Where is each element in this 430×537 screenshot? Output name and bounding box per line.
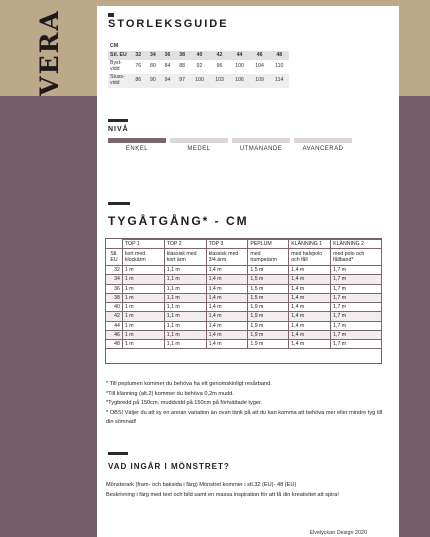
fabric-column-header: KLÄNNING 1 xyxy=(289,240,331,249)
fabric-size-cell: 40 xyxy=(106,303,123,312)
fabric-table xyxy=(105,239,382,349)
fabric-notes xyxy=(106,380,391,428)
size-header-cell: Stl. EU xyxy=(108,51,131,60)
fabric-cell: 1,4 m xyxy=(289,293,331,302)
fabric-cell: 1,5 m xyxy=(248,293,289,302)
fabric-cell: 1,1 m xyxy=(164,340,206,349)
fabric-cell: 1,1 m xyxy=(164,284,206,293)
size-cell: 100 xyxy=(230,60,250,74)
brand-logo xyxy=(33,8,65,96)
size-unit: CM xyxy=(110,43,119,50)
fabric-cell: 1,4 m xyxy=(289,275,331,284)
fabric-cell: 1,4 m xyxy=(206,266,248,275)
fabric-cell: 1,4 m xyxy=(206,275,248,284)
fabric-cell: 1,9 m xyxy=(248,340,289,349)
included-title: VAD INGÅR I MÖNSTRET? xyxy=(108,462,230,471)
fabric-cell: 1,4 m xyxy=(289,330,331,339)
table-row xyxy=(106,284,382,293)
fabric-cell: 1,4 m xyxy=(289,321,331,330)
table-row xyxy=(106,321,382,330)
size-row-label: Byst-vidd xyxy=(108,60,131,74)
fabric-cell: 1,7 m xyxy=(331,340,382,349)
fabric-cell: 1,1 m xyxy=(164,330,206,339)
size-guide-table xyxy=(108,43,289,88)
note-line: * Till peplumen kommer du behöva ha ett genomskinligt resårband. xyxy=(106,381,272,387)
level-label-enkel: ENKEL xyxy=(125,146,149,152)
size-header-cell: 36 xyxy=(160,51,175,60)
fabric-cell: 1,1 m xyxy=(164,275,206,284)
size-header-cell: 40 xyxy=(190,51,210,60)
fabric-description: klassisk med 3/4 ärm xyxy=(206,249,248,266)
fabric-size-cell: 46 xyxy=(106,330,123,339)
fabric-size-cell: 36 xyxy=(106,284,123,293)
size-header-cell: 42 xyxy=(210,51,230,60)
size-header-row xyxy=(108,51,289,60)
size-header-cell: 48 xyxy=(270,51,289,60)
fabric-cell: 1 m xyxy=(122,340,164,349)
table-row xyxy=(106,312,382,321)
table-row xyxy=(106,266,382,275)
fabric-cell: 1,4 m xyxy=(289,266,331,275)
fabric-cell: 1,4 m xyxy=(206,303,248,312)
fabric-cell: 1,1 m xyxy=(164,266,206,275)
size-cell: 104 xyxy=(250,60,270,74)
fabric-description: med polo och fållband* xyxy=(331,249,382,266)
section-accent-fabric xyxy=(108,202,130,205)
fabric-column-header-row xyxy=(106,240,382,249)
table-row xyxy=(106,303,382,312)
fabric-cell: 1,4 m xyxy=(206,321,248,330)
document-page xyxy=(97,6,399,537)
fabric-description-row xyxy=(106,249,382,266)
fabric-cell: 1,9 m xyxy=(248,330,289,339)
fabric-cell: 1,5 m xyxy=(248,266,289,275)
fabric-column-header: TOP 2 xyxy=(164,240,206,249)
fabric-description: klassisk med kort ärm xyxy=(164,249,206,266)
level-bar-utmanande xyxy=(232,138,290,143)
fabric-size-cell: 34 xyxy=(106,275,123,284)
fabric-size-header: Stl. EU xyxy=(106,249,123,266)
fabric-cell: 1 m xyxy=(122,284,164,293)
size-header-cell: 38 xyxy=(175,51,190,60)
note-line: *Till klänning (alt.2) kommer du behöva 0,2m mudd. xyxy=(106,390,234,397)
fabric-cell: 1,7 m xyxy=(331,266,382,275)
level-bar-avancerad xyxy=(294,138,352,143)
fabric-cell: 1,4 m xyxy=(206,293,248,302)
fabric-cell: 1 m xyxy=(122,321,164,330)
fabric-cell: 1,4 m xyxy=(289,284,331,293)
size-cell: 90 xyxy=(146,74,161,88)
fabric-cell: 1,5 m xyxy=(248,284,289,293)
included-line: Beskrivning i färg med text och bild samt en massa inspiration för att få din kreativitet att spira! xyxy=(106,492,339,498)
fabric-cell: 1,7 m xyxy=(331,275,382,284)
fabric-cell: 1,4 m xyxy=(289,303,331,312)
fabric-cell: 1,7 m xyxy=(331,284,382,293)
size-header-cell: 34 xyxy=(146,51,161,60)
fabric-cell: 1,5 m xyxy=(248,275,289,284)
fabric-description: med trumpetärm xyxy=(248,249,289,266)
size-header-cell: 44 xyxy=(230,51,250,60)
level-label-avancerad: AVANCERAD xyxy=(302,146,344,152)
fabric-cell: 1,7 m xyxy=(331,321,382,330)
fabric-column-header: PEPLUM xyxy=(248,240,289,249)
size-cell: 110 xyxy=(270,60,289,74)
fabric-size-cell: 38 xyxy=(106,293,123,302)
fabric-cell: 1,4 m xyxy=(206,340,248,349)
size-row-bust xyxy=(108,60,289,74)
size-cell: 92 xyxy=(190,60,210,74)
size-header-cell: 46 xyxy=(250,51,270,60)
size-cell: 97 xyxy=(175,74,190,88)
brand-name: VERA xyxy=(34,8,64,96)
size-cell: 103 xyxy=(210,74,230,88)
fabric-cell: 1,1 m xyxy=(164,321,206,330)
fabric-size-cell: 44 xyxy=(106,321,123,330)
level-bar-medel xyxy=(170,138,228,143)
section-accent-size xyxy=(108,13,114,17)
fabric-column-header: TOP 1 xyxy=(122,240,164,249)
included-text xyxy=(106,480,391,500)
included-line: Mönsterark (fram- och baksida i färg) Mönstret kommer i stl.32 (EU)- 48 (EU) xyxy=(106,482,297,488)
fabric-cell: 1 m xyxy=(122,303,164,312)
size-row-hip xyxy=(108,74,289,88)
size-row-label: Stuss-vidd xyxy=(108,74,131,88)
fabric-cell: 1,9 m xyxy=(248,303,289,312)
fabric-description: med halvpolo och fåll xyxy=(289,249,331,266)
fabric-cell: 1,4 m xyxy=(289,340,331,349)
fabric-cell: 1,7 m xyxy=(331,303,382,312)
section-accent-level xyxy=(108,119,128,122)
table-row xyxy=(106,293,382,302)
fabric-column-header: KLÄNNING 2 xyxy=(331,240,382,249)
size-cell: 109 xyxy=(250,74,270,88)
fabric-cell: 1,9 m xyxy=(248,321,289,330)
credit-text: Elvelyckan Design 2020 xyxy=(309,530,367,536)
fabric-size-cell: 42 xyxy=(106,312,123,321)
fabric-cell: 1 m xyxy=(122,275,164,284)
size-cell: 86 xyxy=(131,74,146,88)
size-cell: 96 xyxy=(210,60,230,74)
size-cell: 80 xyxy=(146,60,161,74)
fabric-column-header: TOP 3 xyxy=(206,240,248,249)
table-row xyxy=(106,275,382,284)
fabric-cell: 1,7 m xyxy=(331,293,382,302)
fabric-cell: 1,4 m xyxy=(206,284,248,293)
size-cell: 88 xyxy=(175,60,190,74)
size-cell: 100 xyxy=(190,74,210,88)
fabric-cell: 1,4 m xyxy=(206,330,248,339)
fabric-cell: 1,4 m xyxy=(289,312,331,321)
fabric-cell: 1,7 m xyxy=(331,330,382,339)
level-label-utmanande: UTMANANDE xyxy=(239,146,283,152)
fabric-cell: 1,1 m xyxy=(164,293,206,302)
fabric-size-cell: 48 xyxy=(106,340,123,349)
level-title: NIVÅ xyxy=(108,126,129,133)
note-line: *Tygbredd på 150cm, muddvidd på 150cm på förtvättade tyger. xyxy=(106,400,263,406)
size-cell: 76 xyxy=(131,60,146,74)
size-cell: 106 xyxy=(230,74,250,88)
size-cell: 84 xyxy=(160,60,175,74)
fabric-title: TYGÅTGÅNG* - CM xyxy=(108,214,249,228)
fabric-cell: 1,9 m xyxy=(248,312,289,321)
fabric-cell: 1,1 m xyxy=(164,312,206,321)
size-header-cell: 32 xyxy=(131,51,146,60)
fabric-description: kort med klockärm xyxy=(122,249,164,266)
fabric-cell: 1 m xyxy=(122,312,164,321)
section-accent-included xyxy=(108,452,128,455)
size-guide-title: STORLEKSGUIDE xyxy=(108,18,229,30)
level-bar-enkel xyxy=(108,138,166,143)
fabric-cell: 1 m xyxy=(122,293,164,302)
size-unit-row xyxy=(108,43,289,51)
fabric-cell: 1 m xyxy=(122,266,164,275)
fabric-cell: 1,4 m xyxy=(206,312,248,321)
level-label-medel: MEDEL xyxy=(187,146,211,152)
fabric-cell: 1,7 m xyxy=(331,312,382,321)
table-row xyxy=(106,330,382,339)
size-cell: 94 xyxy=(160,74,175,88)
table-row xyxy=(106,340,382,349)
fabric-corner xyxy=(106,240,123,249)
note-line: * OBS! Väljer du att sy en annan variation än ovan tänk på att du kan komma att behöva mer eller mindre tyg till din sömnad! xyxy=(106,409,383,425)
fabric-cell: 1 m xyxy=(122,330,164,339)
fabric-size-cell: 32 xyxy=(106,266,123,275)
fabric-cell: 1,1 m xyxy=(164,303,206,312)
size-cell: 114 xyxy=(270,74,289,88)
